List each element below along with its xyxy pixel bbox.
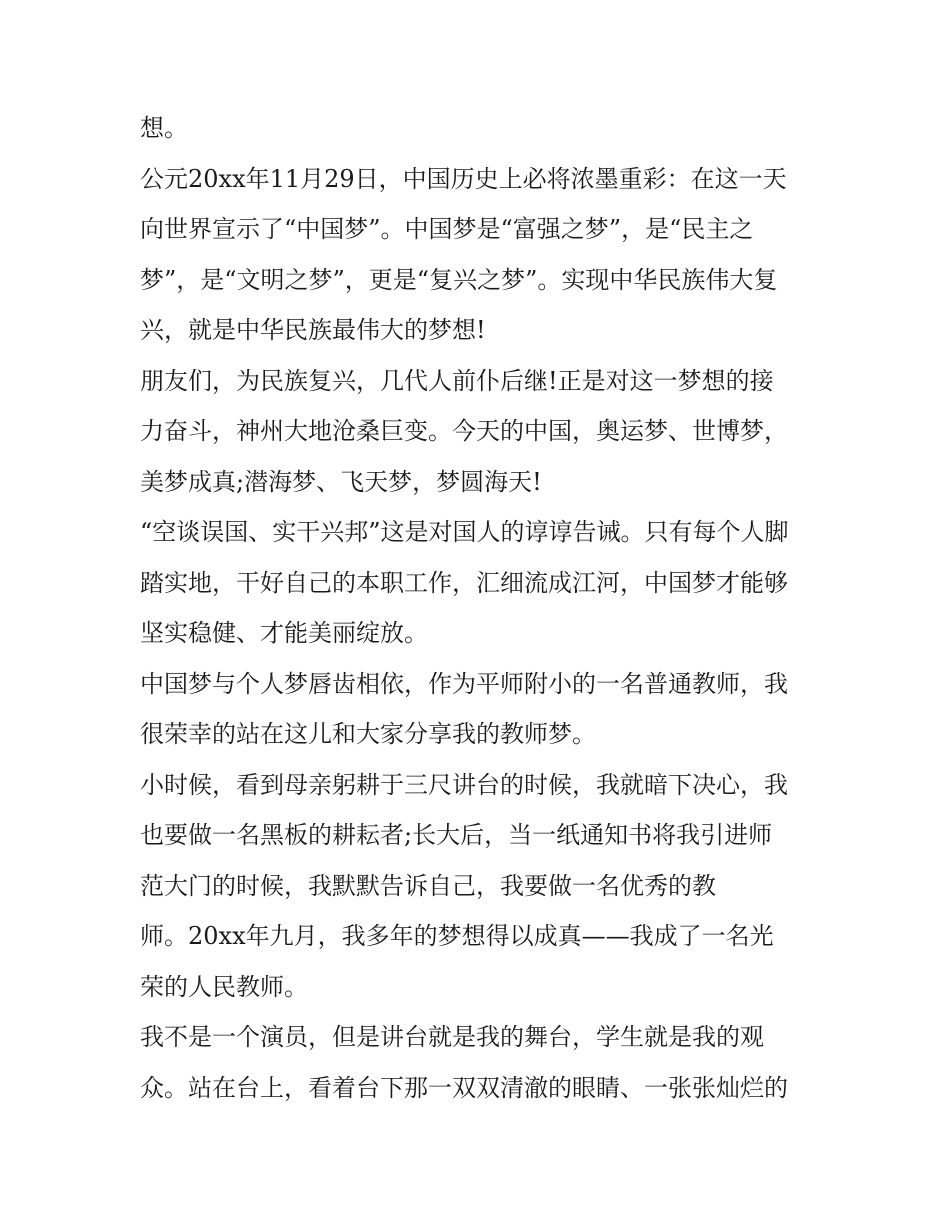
- text-line: 力奋斗，神州大地沧桑巨变。今天的中国，奥运梦、世博梦，: [140, 417, 788, 445]
- text-line: 朋友们，为民族复兴，几代人前仆后继!正是对这一梦想的接: [140, 366, 774, 395]
- text-line: 公元20xx年11月29日，中国历史上必将浓墨重彩：在这一天: [140, 164, 787, 193]
- text-line: 小时候，看到母亲躬耕于三尺讲台的时候，我就暗下决心，我: [140, 770, 788, 799]
- text-line: 也要做一名黑板的耕耘者;长大后，当一纸通知书将我引进师: [140, 821, 773, 849]
- text-line: 踏实地，干好自己的本职工作，汇细流成江河，中国梦才能够: [140, 568, 788, 597]
- text-line: 想。: [140, 114, 188, 142]
- text-line: 坚实稳健、才能美丽绽放。: [140, 619, 428, 647]
- text-line: 很荣幸的站在这儿和大家分享我的教师梦。: [140, 720, 596, 748]
- text-line: 美梦成真;潜海梦、飞天梦，梦圆海天!: [140, 467, 542, 496]
- text-line: 梦”，是“文明之梦”，更是“复兴之梦”。实现中华民族伟大复: [140, 265, 778, 294]
- text-line: 我不是一个演员，但是讲台就是我的舞台，学生就是我的观: [140, 1023, 764, 1051]
- text-line: 师。20xx年九月，我多年的梦想得以成真——我成了一名光: [140, 922, 774, 950]
- text-line: 众。站在台上，看着台下那一双双清澈的眼睛、一张张灿烂的: [140, 1073, 788, 1102]
- text-line: 中国梦与个人梦唇齿相依，作为平师附小的一名普通教师，我: [140, 669, 788, 698]
- text-line: 荣的人民教师。: [140, 972, 308, 1001]
- text-line: “空谈误国、实干兴邦”这是对国人的谆谆告诫。只有每个人脚: [140, 518, 789, 546]
- document-body: [140, 103, 830, 1113]
- text-line: 向世界宣示了“中国梦”。中国梦是“富强之梦”，是“民主之: [140, 215, 754, 243]
- text-line: 兴，就是中华民族最伟大的梦想!: [140, 316, 486, 344]
- text-line: 范大门的时候，我默默告诉自己，我要做一名优秀的教: [140, 871, 716, 900]
